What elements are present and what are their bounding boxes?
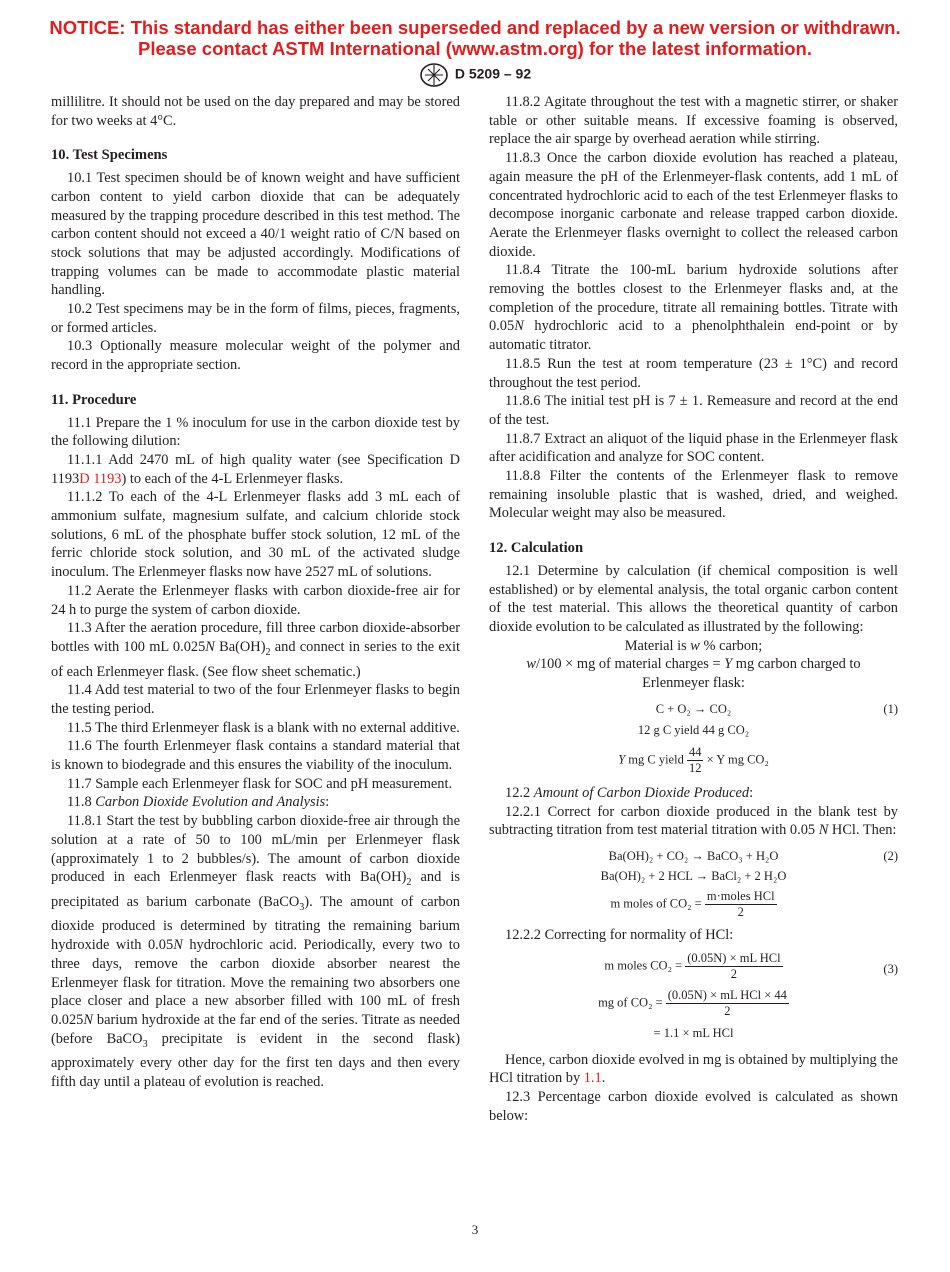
paragraph-11-8-3: 11.8.3 Once the carbon dioxide evolution has reached a plateau, again measure the pH of the Erlenmeyer-flask contents, add 1 mL of concentrated hydrochloric acid to each of the test Erlenmeyer flasks to decompose inorganic carbonate and release trapped carbon dioxide. Aerate the Erlenmeyer flasks overnight to collect the released carbon dioxide. (489, 150, 898, 260)
paragraph-10-3: 10.3 Optionally measure molecular weight of the polymer and record in the appropriate section. (51, 338, 460, 374)
paragraph-11-6: 11.6 The fourth Erlenmeyer flask contains a standard material that is known to biodegrade and this ensures the viability of the inoculum. (51, 738, 460, 774)
paragraph-12-3: 12.3 Percentage carbon dioxide evolved is calculated as shown below: (489, 1089, 898, 1124)
section-heading-10: 10. Test Specimens (51, 147, 168, 164)
equation-1: C + O₂ → CO₂ (1) (655, 701, 898, 716)
paragraph-11-4: 11.4 Add test material to two of the four Erlenmeyer flasks to begin the testing period. (51, 682, 460, 717)
paragraph: millilitre. It should not be used on the day prepared and may be stored for two weeks at 4°C. (51, 94, 460, 129)
paragraph-11-3: 11.3 After the aeration procedure, fill three carbon dioxide-absorber bottles with 100 mL 0.025N $Ba(OH)_2$ and connect in series to the exit of each Erlenmeyer flask. (See flow sheet schematic.) (51, 620, 460, 680)
paragraph-12-2-1: 12.2.1 Correct for carbon dioxide produced in the blank test by subtracting titration from test material titration with 0.05 N HCl. Then: (489, 803, 898, 839)
left-column (51, 93, 460, 1092)
paragraph-11-8-7: 11.8.7 Extract an aliquot of the liquid phase in the Erlenmeyer flask after acidification and analyze for SOC content. (489, 430, 898, 466)
section-heading-12: 12. Calculation (489, 540, 584, 557)
paragraph-11-1-1: 11.1.1 Add 2470 mL of high quality water (see Specification D 1193D 1193) to each of the 4-L Erlenmeyer flasks. (51, 451, 460, 487)
section-heading-11: 11. Procedure (51, 391, 137, 408)
equation-2c: m moles of CO₂ = $\frac{\text{m·moles HCl}}{2}$ (610, 888, 775, 919)
right-column (489, 93, 898, 1125)
paragraph-11-8-1: 11.8.1 Start the test by bubbling carbon dioxide-free air through the solution at a rate of 50 to 100 mL/min per Erlenmeyer flask (approximately 1 to 2 bubbles/s). The amount of carbon dioxide produced in each Erlenmeyer flask reacts with $Ba(OH)_2$ and is precipitated as barium carbonate (BaCO$_3$). The amount of carbon dioxide produced is determined by titrating the remaining barium hydroxide with 0.05N hydrochloric acid. Periodically, every two to three days, remove the carbon dioxide absorber nearest the Erlenmeyer flask for titration. Move the remaining two absorbers one place closer and place a new absorber filled with 100 mL of fresh 0.025N barium hydroxide at the far end of the series. Titrate as needed (before BaCO$_3$ precipitate is evident in the second flask) approximately every other day for the first ten days and then every fifth day until a plateau of evolution is reached. (51, 813, 460, 1090)
paragraph-11-8-4: 11.8.4 Titrate the 100-mL barium hydroxide solutions after removing the bottles closest to the Erlenmeyer flasks and, at the completion of the procedure, titrate all remaining bottles. Titrate with 0.05N hydrochloric acid to a phenolphthalein end-point or by automatic titrator. (489, 262, 898, 354)
paragraph-11-1: 11.1 Prepare the 1 % inoculum for use in the carbon dioxide test by the following dilution: (51, 414, 460, 450)
paragraph-11-7: 11.7 Sample each Erlenmeyer flask for SOC and pH measurement. (67, 775, 453, 792)
erlenmeyer-line: Erlenmeyer flask: (642, 675, 745, 692)
paragraph-12-2: 12.2 Amount of Carbon Dioxide Produced: (505, 784, 754, 801)
section-1-1-link[interactable]: 1.1 (583, 1070, 602, 1087)
paragraph-10-2: 10.2 Test specimens may be in the form of films, pieces, fragments, or formed articles. (51, 301, 460, 336)
notice-line-1: NOTICE: This standard has either been superseded and replaced by a new version or withdrawn. (49, 17, 901, 38)
equation-number: (2) (883, 848, 898, 863)
equation-number: (3) (883, 961, 898, 976)
d1193-link[interactable]: D 1193 (79, 470, 122, 487)
equation-3a: m moles CO₂ = $\frac{\text{(0.05N) × mL HCl}}{2}$ (3) (604, 950, 898, 981)
equation-3c: = 1.1 × mL HCl (653, 1025, 734, 1040)
page-header (0, 62, 950, 88)
paragraph-11-2: 11.2 Aerate the Erlenmeyer flasks with carbon dioxide-free air for 24 h to purge the system of carbon dioxide. (51, 582, 460, 618)
astm-logo-icon (419, 62, 449, 88)
paragraph-hence: Hence, carbon dioxide evolved in mg is obtained by multiplying the HCl titration by 1.1. (489, 1051, 898, 1087)
equation-1b: 12 g C yield 44 g CO₂ (637, 722, 750, 737)
equation-3b: mg of CO₂ = $\frac{\text{(0.05N) × mL HCl × 44}}{2}$ (598, 987, 787, 1018)
paragraph-11-8-5: 11.8.5 Run the test at room temperature (23 ± 1°C) and record throughout the test period. (489, 355, 898, 391)
page-number: 3 (471, 1222, 479, 1237)
paragraph-11-5: 11.5 The third Erlenmeyer flask is a blank with no external additive. (67, 719, 460, 736)
equation-2a: Ba(OH)₂ + CO₂ → BaCO₃ + H₂O (2) (608, 848, 898, 863)
paragraph-11-1-2: 11.1.2 To each of the 4-L Erlenmeyer flasks add 3 mL each of ammonium sulfate, magnesium sulfate, and calcium chloride stock solutions, 6 mL of the phosphate buffer stock solution, 12 mL of the ferric chloride stock solution, and 30 mL of the activated sludge inoculum. The Erlenmeyer flasks now have 2527 mL of solutions. (51, 489, 460, 581)
notice-line-2: Please contact ASTM International (www.astm.org) for the latest information. (138, 38, 812, 59)
equation-number: (1) (883, 701, 898, 716)
w100-line: w/100 × mg of material charges = Y mg carbon charged to (526, 656, 861, 673)
paragraph-12-2-2: 12.2.2 Correcting for normality of HCl: (505, 926, 734, 943)
paragraph-12-1: 12.1 Determine by calculation (if chemical composition is well established) or by elemental analysis, the total organic carbon content of the test material. This allows the theoretical quantity of carbon dioxide evolution to be calculated as illustrated by the following: (489, 562, 898, 635)
paragraph-11-8-2: 11.8.2 Agitate throughout the test with a magnetic stirrer, or shaker table or other suitable means. If excessive foaming is observed, replace the air sparge by overhead aeration while stirring. (489, 94, 898, 148)
withdrawal-notice (0, 17, 950, 59)
material-line: Material is w % carbon; (624, 637, 763, 654)
paragraph-10-1: 10.1 Test specimen should be of known weight and have sufficient carbon content to yield carbon dioxide that can be adequately measured by the trapping procedure described in this test method. The carbon content should not exceed a 40/1 weight ratio of C/N based on stock solutions that may be adjusted accordingly. Modifications of trapping volumes can be made to accommodate plastic material handling. (51, 170, 460, 299)
paragraph-11-8-6: 11.8.6 The initial test pH is 7 ± 1. Remeasure and record at the end of the test. (489, 393, 898, 428)
designation: D 5209 – 92 (454, 65, 532, 82)
equation-1c: Y mg C yield $\frac{44}{12}$ × Y mg CO₂ (618, 744, 769, 775)
paragraph-11-8: 11.8 Carbon Dioxide Evolution and Analysis: (67, 794, 330, 811)
paragraph-11-8-8: 11.8.8 Filter the contents of the Erlenmeyer flask to remove remaining insoluble plastic that is washed, dried, and weighed. Molecular weight may also be measured. (489, 468, 898, 522)
equation-2b: Ba(OH)₂ + 2 HCL → BaCl₂ + 2 H₂O (600, 868, 787, 883)
